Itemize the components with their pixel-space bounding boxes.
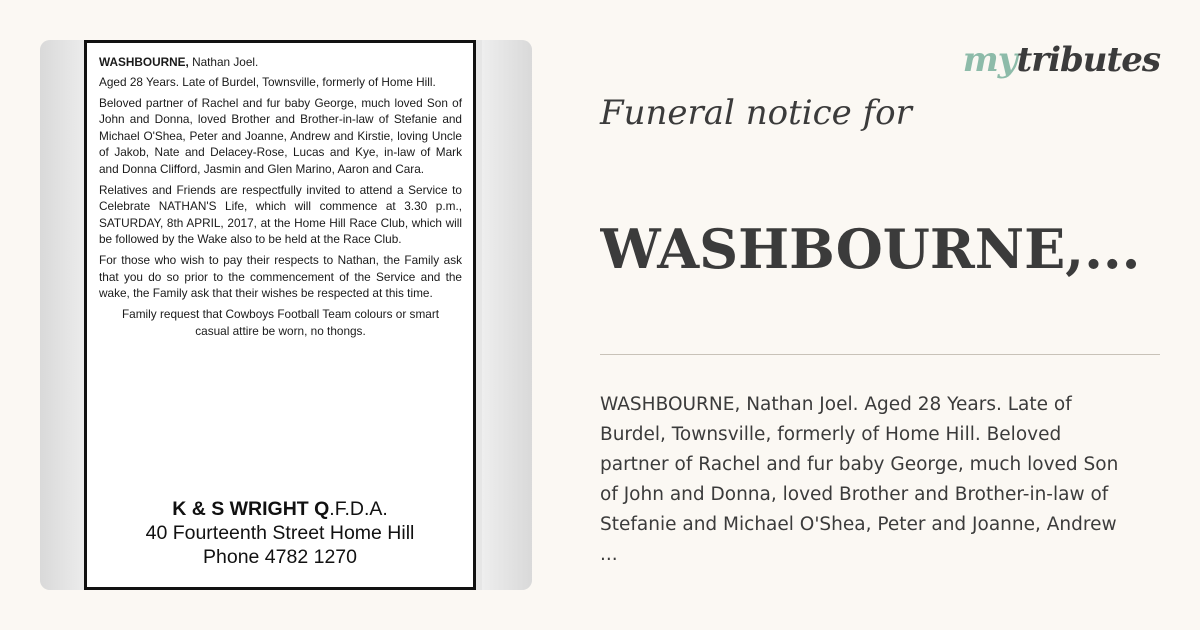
notice-headline: WASHBOURNE,... — [600, 217, 1141, 281]
summary-line: WASHBOURNE, Nathan Joel. Aged 28 Years. Late of — [600, 394, 1072, 415]
funeral-director-phone: Phone 4782 1270 — [203, 546, 357, 568]
notice-summary — [600, 390, 1165, 570]
summary-line: Burdel, Townsville, formerly of Home Hill. Beloved — [600, 424, 1062, 445]
notice-given-names: Nathan Joel. — [188, 55, 259, 69]
funeral-director-block — [87, 497, 473, 569]
divider — [600, 354, 1160, 355]
notice-family-paragraph: Beloved partner of Rachel and fur baby George, much loved Son of John and Donna, loved Brother and Brother-in-law of Stefanie and Michael O'Shea, Peter and Joanne, Andrew and Kirstie, loving Uncle of Jakob, Nate and Delacey-Rose, Lucas and Kye, in-law of Mark and Donna Clifford, Jasmin and Glen Marino, Aaron and Cara. — [99, 95, 462, 176]
notice-age-paragraph: Aged 28 Years. Late of Burdel, Townsville, formerly of Home Hill. — [99, 75, 436, 89]
notice-respects-paragraph: For those who wish to pay their respects to Nathan, the Family ask that you do so prior to the commencement of the Service and the wake, the Family ask that their wishes be respected at this time. — [99, 252, 462, 301]
mytributes-logo[interactable]: mytributes — [962, 40, 1160, 80]
notice-surname: WASHBOURNE, — [99, 55, 189, 69]
notice-dress-request: Family request that Cowboys Football Team colours or smart casual attire be worn, no thongs. — [121, 306, 440, 338]
summary-line: of John and Donna, loved Brother and Brother-in-law of — [600, 484, 1109, 505]
notice-deceased-name — [99, 55, 462, 70]
funeral-director-name: K & S WRIGHT Q.F.D.A. — [172, 498, 388, 520]
lead-text: Funeral notice for — [600, 93, 912, 133]
summary-line: ... — [600, 544, 618, 565]
notice-image — [40, 40, 532, 590]
notice-service-paragraph: Relatives and Friends are respectfully invited to attend a Service to Celebrate NATHAN'S Life, which will commence at 3.30 p.m., SATURDAY, 8th APRIL, 2017, at the Home Hill Race Club, which will be followed by the Wake also to be held at the Race Club. — [99, 182, 462, 247]
funeral-director-address: 40 Fourteenth Street Home Hill — [145, 522, 415, 544]
summary-line: partner of Rachel and fur baby George, much loved Son — [600, 454, 1119, 475]
notice-paper — [84, 40, 476, 590]
summary-line: Stefanie and Michael O'Shea, Peter and Joanne, Andrew — [600, 514, 1117, 535]
